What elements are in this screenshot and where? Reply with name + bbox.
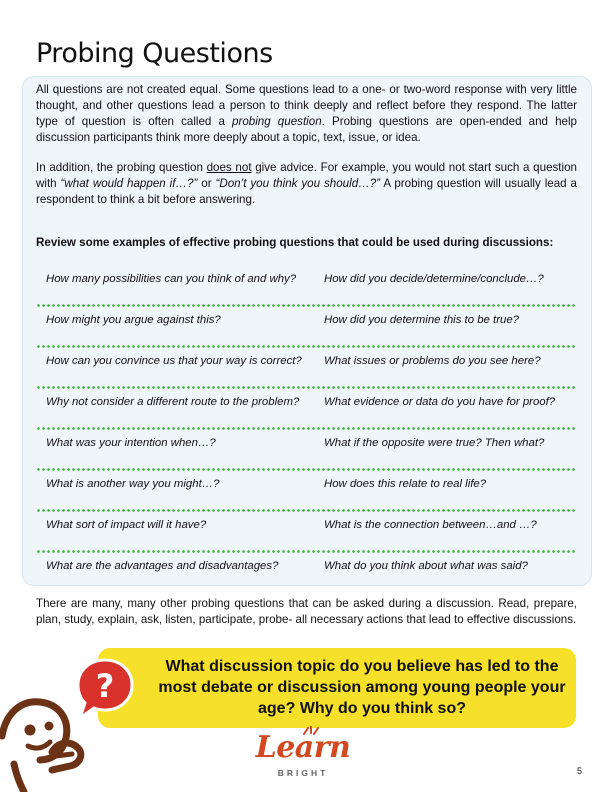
- question-left: Why not consider a different route to the problem?: [46, 396, 300, 408]
- question-right: What evidence or data do you have for proof?: [324, 396, 556, 408]
- question-right: How did you determine this to be true?: [324, 314, 520, 326]
- question-left: What are the advantages and disadvantages?: [46, 560, 279, 572]
- question-left: What sort of impact will it have?: [46, 519, 207, 531]
- learn-bright-logo: [248, 726, 358, 786]
- intro-paragraph-2: In addition, the probing question does not give advice. For example, you would not start such a question with “what would happen if…?” or “Don’t you think you should…?” A probing question will usually lead a respondent to think a bit before answering.: [36, 161, 578, 206]
- question-row: [36, 307, 577, 348]
- question-right: What issues or problems do you see here?: [324, 355, 541, 367]
- question-row: [36, 389, 577, 430]
- discussion-prompt-text: What discussion topic do you believe has led to the most debate or discussion among young people your age? Why do you think so?: [158, 658, 566, 717]
- question-row: [36, 471, 577, 512]
- question-right: What if the opposite were true? Then what?: [324, 437, 545, 449]
- page-title: Probing Questions: [36, 38, 273, 69]
- thinking-character-icon: [0, 690, 95, 792]
- intro-paragraph-1: All questions are not created equal. Some questions lead to a one- or two-word response with very little thought, and other questions lead a person to think deeply and reflect before they respond. The latter type of question is often called a probing question. Probing questions are open-ended and help discussion participants think more deeply about a topic, text, issue, or idea.: [36, 83, 577, 144]
- question-left: What was your intention when…?: [46, 437, 216, 449]
- discussion-prompt-callout: [95, 648, 576, 728]
- review-heading: Review some examples of effective probing questions that could be used during discussions:: [36, 236, 554, 249]
- question-left: How many possibilities can you think of and why?: [46, 273, 297, 285]
- question-left: How might you argue against this?: [46, 314, 221, 326]
- closing-paragraph: There are many, many other probing questions that can be asked during a discussion. Read, prepare, plan, study, explain, ask, listen, participate, probe- all necessary actions that lead to effective discussions.: [36, 597, 577, 626]
- svg-text:?: ?: [95, 667, 115, 705]
- question-row: [36, 348, 577, 389]
- logo-wordmark: Learn: [255, 730, 351, 765]
- question-right: How does this relate to real life?: [324, 478, 487, 490]
- question-row: [36, 512, 577, 553]
- question-left: What is another way you might…?: [46, 478, 220, 490]
- question-row: [36, 266, 577, 307]
- page-number: 5: [577, 766, 583, 776]
- question-right: What do you think about what was said?: [324, 560, 528, 572]
- question-row: [36, 553, 577, 583]
- logo-subtitle: BRIGHT: [277, 768, 329, 778]
- question-row: [36, 430, 577, 471]
- question-right: What is the connection between…and …?: [324, 519, 537, 531]
- question-right: How did you decide/determine/conclude…?: [324, 273, 544, 285]
- question-left: How can you convince us that your way is correct?: [46, 355, 302, 367]
